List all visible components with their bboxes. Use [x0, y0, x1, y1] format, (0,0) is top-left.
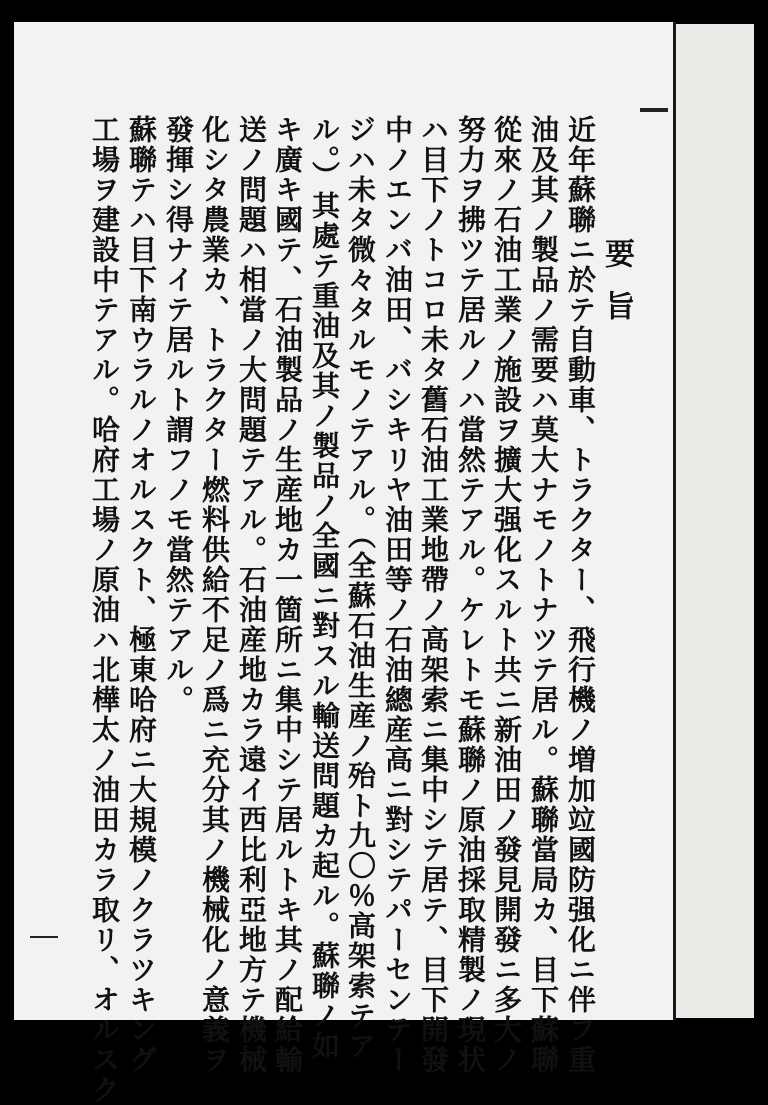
facing-page-edge [676, 24, 754, 1018]
text-column-10: 送ノ問題ハ相當ノ大問題テアル。石油産地カラ遠イ西比利亞地方テ機械 [235, 115, 268, 1075]
text-column-14: 工場ヲ建設中テアル。哈府工場ノ原油ハ北樺太ノ油田カラ取リ、オルスク [88, 115, 121, 1105]
text-column-7: ジハ未タ微々タルモノテアル。（全蘇石油生産ノ殆ト九〇％高架索テア [344, 115, 377, 1061]
section-heading: 要旨 [599, 238, 634, 342]
margin-mark [640, 108, 668, 112]
text-column-11: 化シタ農業カ、トラクター燃料供給不足ノ爲ニ充分其ノ機械化ノ意義ヲ [198, 115, 231, 1075]
text-column-5: ハ目下ノトコロ未タ舊石油工業地帶ノ高架索ニ集中シテ居テ、目下開發 [417, 115, 450, 1075]
text-column-13: 蘇聯テハ目下南ウラルノオルスクト、極東哈府ニ大規模ノクラツキング [125, 115, 158, 1075]
text-column-12: 發揮シ得ナイテ居ルト謂フノモ當然テアル。 [162, 115, 195, 715]
text-column-6: 中ノエンバ油田、バシキリヤ油田等ノ石油總産高ニ對シテパーセンテー [381, 115, 414, 1075]
text-column-3: 從來ノ石油工業ノ施設ヲ擴大强化スルト共ニ新油田ノ發見開發ニ多大ノ [490, 115, 523, 1075]
text-column-2: 油及其ノ製品ノ需要ハ莫大ナモノトナツテ居ル。蘇聯當局カ、目下蘇聯 [527, 115, 560, 1075]
text-column-1: 近年蘇聯ニ於テ自動車、トラクター、飛行機ノ増加竝國防强化ニ伴フ重 [564, 115, 597, 1075]
text-column-4: 努力ヲ拂ツテ居ルノハ當然テアル。ケレトモ蘇聯ノ原油採取精製ノ現状 [454, 115, 487, 1075]
text-column-9: キ廣キ國テ、石油製品ノ生産地カ一箇所ニ集中シテ居ルトキ其ノ配給輸 [271, 115, 304, 1075]
text-column-8: ル。）其處テ重油及其ノ製品ノ全國ニ對スル輸送問題カ起ル。蘇聯ノ如 [308, 115, 341, 1061]
margin-mark-left [30, 936, 58, 938]
